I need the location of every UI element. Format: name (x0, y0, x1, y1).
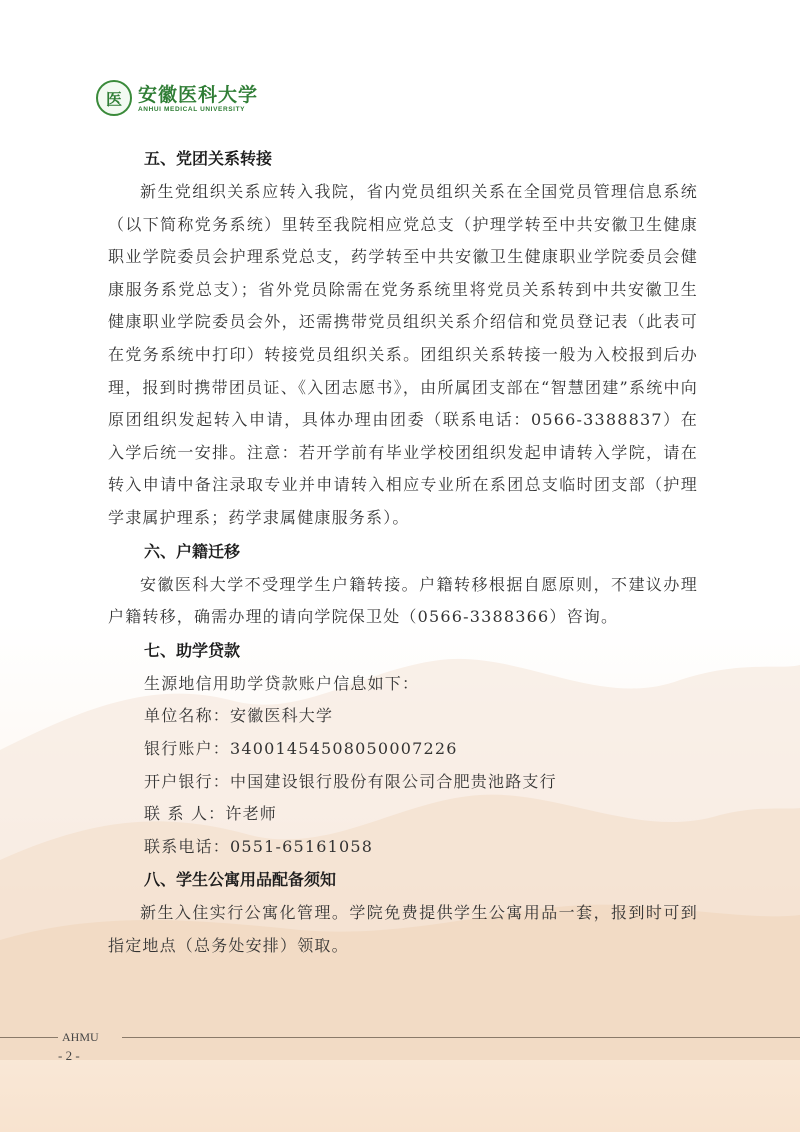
loan-contact-person: 联 系 人：许老师 (144, 804, 277, 824)
university-emblem-icon (96, 80, 132, 116)
university-logo-text (138, 84, 258, 113)
section-body-household-registration: 安徽医科大学不受理学生户籍转接。户籍转移根据自愿原则，不建议办理户籍转移，确需办理的请向学院保卫处（0566-3388366）咨询。 (108, 574, 698, 627)
loan-contact-phone: 联系电话：0551-65161058 (144, 836, 374, 856)
emblem-glyph: 医 (105, 89, 122, 109)
section-heading-household-registration: 六、户籍迁移 (144, 541, 241, 561)
university-header (96, 78, 258, 118)
logo-english-name: ANHUI MEDICAL UNIVERSITY (138, 105, 246, 113)
section-heading-party-transfer: 五、党团关系转接 (144, 149, 273, 168)
logo-chinese-name: 安徽医科大学 (138, 83, 259, 106)
footer-divider-left (0, 1037, 58, 1038)
loan-bank-account: 银行账户：34001454508050007226 (144, 738, 458, 758)
loan-unit-name: 单位名称：安徽医科大学 (144, 706, 334, 726)
section-heading-student-loan: 七、助学贷款 (144, 640, 241, 660)
loan-bank-name: 开户银行：中国建设银行股份有限公司合肥贵池路支行 (144, 771, 557, 791)
loan-intro: 生源地信用助学贷款账户信息如下： (144, 673, 420, 693)
section-heading-dormitory-supplies: 八、学生公寓用品配备须知 (144, 870, 337, 890)
page-number: - 2 - (58, 1048, 80, 1063)
section-body-dormitory-supplies: 新生入住实行公寓化管理。学院免费提供学生公寓用品一套，报到时可到指定地点（总务处安排）领取。 (108, 903, 698, 955)
footer-divider-right (122, 1037, 800, 1038)
footer-label: AHMU (62, 1030, 99, 1044)
document-body (108, 142, 698, 962)
section-body-party-transfer: 新生党组织关系应转入我院，省内党员组织关系在全国党员管理信息系统（以下简称党务系统）里转至我院相应党总支（护理学转至中共安徽卫生健康职业学院委员会护理系党总支，药学转至中共安徽卫生健康职业学院委员会健康服务系党总支）；省外党员除需在党务系统里将党员关系转到中共安徽卫生健康职业学院委员会外，还需携带党员组织关系介绍信和党员登记表（此表可在党务系统中打印）转接党员组织关系。团组织关系转接一般为入校报到后办理，报到时携带团员证、《入团志愿书》，由所属团支部在“智慧团建”系统中向原团组织发起转入申请，具体办理由团委（联系电话：0566-3388837）在入学后统一安排。注意：若开学前有毕业学校团组织发起申请转入学院，请在转入申请中备注录取专业并申请转入相应专业所在系团总支临时团支部（护理学隶属护理系；药学隶属健康服务系）。 (108, 182, 698, 527)
